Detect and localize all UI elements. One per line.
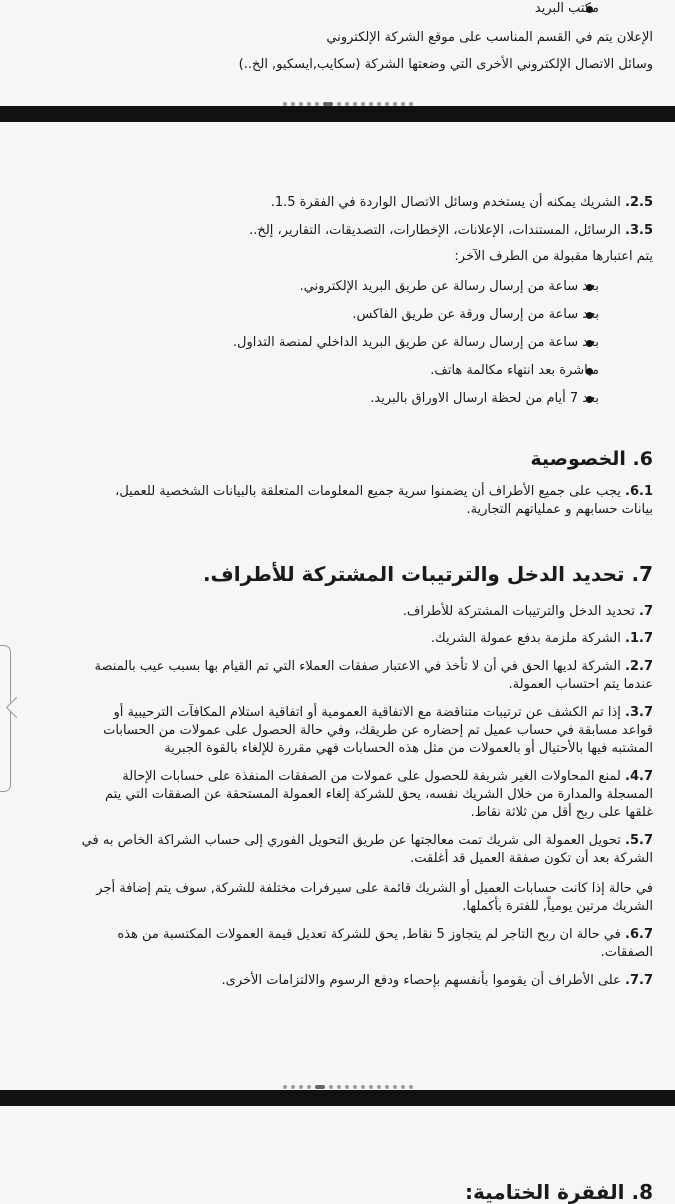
clause-number: 2.5. (625, 195, 653, 210)
clause-1-7 (10, 630, 653, 648)
clause-6-7 (10, 926, 653, 944)
bullet-post-office: مكتب البريد (534, 1, 599, 16)
clause-4-7-cont: غلقها على ربح أقل من ثلاثة نقاط. (470, 805, 653, 820)
page-indicator (255, 91, 415, 97)
clause-7-7 (10, 972, 653, 990)
clause-4-7-cont: المسجلة والمدارة من خلال الشريك نفسه، يحق للشركة إلغاء العمولة المستحقة عن الصفقات التي يتم (105, 787, 653, 802)
clause-number: 6.7. (625, 927, 653, 942)
page-indicator (255, 1074, 415, 1080)
heading-income: 7. تحديد الدخل والترتيبات المشتركة للأطراف. (202, 562, 653, 586)
list-item: بعد ساعة من إرسال رسالة عن طريق البريد الإلكتروني. (299, 279, 599, 294)
clause-number: 7. (639, 604, 653, 619)
clause-2-7 (10, 658, 653, 676)
clause-2-5 (10, 194, 653, 212)
clause-2-7-cont: عندما يتم احتساب العمولة. (508, 677, 653, 692)
clause-text: في حالة ان ربح التاجر لم يتجاوز 5 نقاط, يحق للشركة تعديل قيمة العمولات المكتسبة من هذه (117, 927, 626, 942)
clause-number: 3.5. (625, 223, 653, 238)
clause-servers-cont: الشريك مرتين يومياً, للفترة بأكملها. (462, 899, 653, 914)
clause-6-1-cont: بيانات حسابهم و عملياتهم التجارية. (466, 502, 653, 517)
clause-3-7-cont: قواعد مسابقة في حساب عميل تم إحضاره عن طريقك، وفي حالة الحصول على عمولات من الحسابات (103, 723, 653, 738)
clause-3-5 (10, 222, 653, 240)
clause-text: لمنع المحاولات الغير شريفة للحصول على عمولات من الصفقات المنفذة على حسابات الإحالة (122, 769, 626, 784)
clause-text: الشركة لديها الحق في أن لا تأخذ في الاعتبار صفقات العملاء التي تم القيام بها بسبب عيب بالمنصة (94, 659, 626, 674)
text-line: وسائل الاتصال الإلكتروني الأخرى التي وضعتها الشركة (سكايب,ايسكيو, الخ..) (238, 57, 653, 72)
list-item: مباشرة بعد انتهاء مكالمة هاتف. (430, 363, 599, 378)
clause-number: 4.7. (625, 769, 653, 784)
text-line: الإعلان يتم في القسم المناسب على موقع الشركة الإلكتروني (326, 30, 653, 45)
clause-text: يجب على جميع الأطراف أن يضمنوا سرية جميع المعلومات المتعلقة بالبيانات الشخصية للعميل، (115, 484, 626, 499)
clause-servers: في حالة إذا كانت حسابات العميل أو الشريك قائمة على سيرفرات مختلفة للشركة, سوف يتم إضافة أجر (96, 881, 653, 896)
list-item: بعد ساعة من إرسال رسالة عن طريق البريد الداخلي لمنصة التداول. (232, 335, 599, 350)
clause-text: على الأطراف أن يقوموا بأنفسهم بإحصاء ودفع الرسوم والالتزامات الأخرى. (221, 973, 626, 988)
clause-text: تحويل العمولة الى شريك تمت معالجتها عن طريق التحويل الفوري إلى حساب الشراكة الخاص به في (81, 833, 626, 848)
side-panel-handle[interactable] (0, 645, 11, 792)
clause-text: تحديد الدخل والترتيبات المشتركة للأطراف. (402, 604, 639, 619)
heading-privacy: 6. الخصوصية (530, 448, 653, 470)
clause-4-7 (10, 768, 653, 786)
clause-number: 1.7. (625, 631, 653, 646)
page-top (0, 0, 675, 104)
clause-number: 7.7. (625, 973, 653, 988)
clause-text: الشريك يمكنه أن يستخدم وسائل الاتصال الواردة في الفقرة 1.5. (270, 195, 626, 210)
clause-text: الشركة ملزمة بدفع عمولة الشريك. (430, 631, 626, 646)
list-item: بعد 7 أيام من لحظة ارسال الاوراق بالبريد. (370, 391, 599, 406)
clause-number: 2.7. (625, 659, 653, 674)
clause-number: 6.1. (625, 484, 653, 499)
clause-6-1 (10, 483, 653, 501)
page-bottom (0, 1106, 675, 1204)
accepted-intro: يتم اعتبارها مقبولة من الطرف الآخر: (454, 249, 653, 264)
clause-3-7 (10, 704, 653, 722)
clause-5-7 (10, 832, 653, 850)
clause-5-7-cont: الشركة بعد أن تكون صفقة العميل قد أغلقت. (410, 851, 653, 866)
clause-number: 5.7. (625, 833, 653, 848)
clause-3-7-cont: المشتبه فيها بالأحتيال أو بالعمولات من مثل هذه الحسابات فهي مقررة للإلغاء بالقوة الجبرية (164, 741, 653, 756)
page-divider (0, 1090, 675, 1106)
clause-text: إذا تم الكشف عن ترتيبات متناقضة مع الاتفاقية العمومية أو اتفاقية استلام المكافآت الترحيبية أو (113, 705, 626, 720)
clause-7 (10, 603, 653, 621)
page-main (0, 122, 675, 1094)
list-item: بعد ساعة من إرسال ورقة عن طريق الفاكس. (352, 307, 599, 322)
clause-6-7-cont: الصفقات. (600, 945, 653, 960)
page-divider (0, 106, 675, 122)
clause-number: 3.7. (625, 705, 653, 720)
clause-text: الرسائل، المستندات، الإعلانات، الإخطارات، التصديقات، التقارير، إلخ.. (249, 223, 626, 238)
heading-final: 8. الفقرة الختامية: (465, 1180, 653, 1204)
